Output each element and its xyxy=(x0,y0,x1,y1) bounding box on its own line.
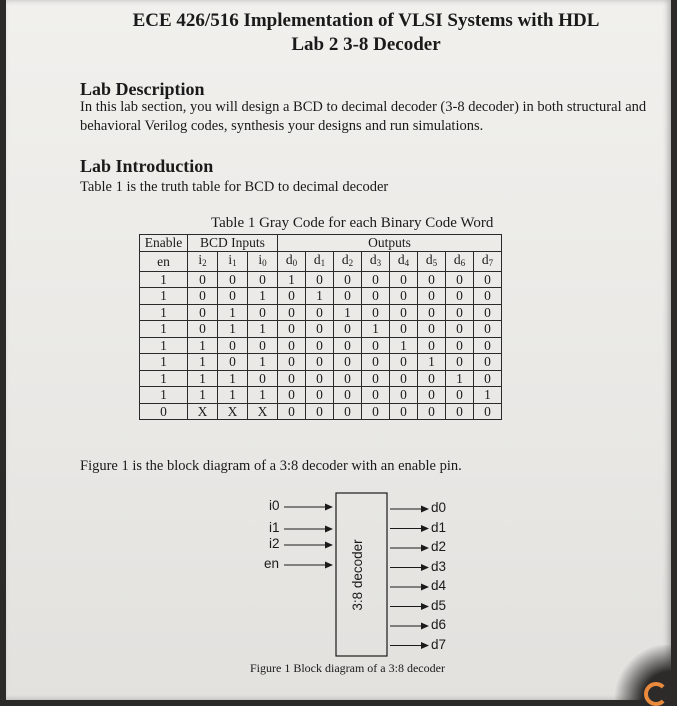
table-cell: 0 xyxy=(306,370,334,387)
table-cell: 0 xyxy=(218,288,248,305)
table-cell: 1 xyxy=(188,370,218,387)
table-cell: 0 xyxy=(418,370,446,387)
table-cell: 0 xyxy=(474,354,502,371)
table-cell: 0 xyxy=(362,387,390,404)
table-cell: 1 xyxy=(188,337,218,354)
table-cell: 1 xyxy=(362,321,390,338)
table-cell: 0 xyxy=(278,337,306,354)
table-cell: 0 xyxy=(362,370,390,387)
table-cell: 0 xyxy=(418,337,446,354)
lab-introduction-text: Table 1 is the truth table for BCD to decimal decoder xyxy=(80,179,389,195)
decoder-block-label: 3:8 decoder xyxy=(350,539,365,611)
table-cell: 1 xyxy=(140,304,188,321)
table-cell: 0 xyxy=(418,403,446,420)
table-cell: 0 xyxy=(474,271,502,288)
document-subtitle: Lab 2 3-8 Decoder xyxy=(291,34,441,55)
column-header-d0: $d_0$ xyxy=(278,251,306,271)
table-cell: 0 xyxy=(362,288,390,305)
table-cell: 0 xyxy=(390,321,418,338)
table-cell: 0 xyxy=(446,387,474,404)
table-cell: 1 xyxy=(418,354,446,371)
output-label-d0: d0 xyxy=(431,500,447,515)
table-cell: 0 xyxy=(334,370,362,387)
output-label-d1: d1 xyxy=(431,519,447,535)
column-header-d1: $d_1$ xyxy=(306,251,334,271)
table-cell: 1 xyxy=(140,321,188,338)
table-cell: 1 xyxy=(390,337,418,354)
table-cell: 1 xyxy=(188,354,218,371)
decoder-block-diagram xyxy=(6,0,671,700)
table-cell: 0 xyxy=(306,403,334,420)
table-cell: 0 xyxy=(306,321,334,338)
column-header-en: en xyxy=(140,251,188,271)
table-cell: 0 xyxy=(188,288,218,305)
table-cell: 0 xyxy=(334,288,362,305)
table-cell: 0 xyxy=(474,403,502,420)
input-label-i2: i2 xyxy=(269,536,280,551)
table-cell: 1 xyxy=(446,370,474,387)
table-cell: 0 xyxy=(306,387,334,404)
column-header-d6: $d_6$ xyxy=(446,251,474,271)
table-cell: 0 xyxy=(334,337,362,354)
output-label-d7: d7 xyxy=(431,636,447,652)
table-cell: 0 xyxy=(446,321,474,338)
table-cell: 1 xyxy=(140,387,188,404)
table-cell: 0 xyxy=(188,304,218,321)
table-cell: X xyxy=(248,403,278,420)
table-cell: 1 xyxy=(218,370,248,387)
column-header-d5: $d_5$ xyxy=(418,251,446,271)
table-cell: 0 xyxy=(248,337,278,354)
table-cell: 0 xyxy=(278,304,306,321)
table-cell: 0 xyxy=(278,321,306,338)
table-cell: 0 xyxy=(446,288,474,305)
table-cell: 0 xyxy=(334,321,362,338)
lab-introduction-heading: Lab Introduction xyxy=(80,156,214,176)
input-label-i1: i1 xyxy=(269,520,280,535)
input-label-en: en xyxy=(264,556,280,571)
table-cell: 0 xyxy=(418,387,446,404)
figure-caption: Figure 1 Block diagram of a 3:8 decoder xyxy=(250,661,445,675)
table-cell: 1 xyxy=(278,271,306,288)
table-cell: 0 xyxy=(278,387,306,404)
output-label-d5: d5 xyxy=(431,597,447,613)
table-cell: 0 xyxy=(218,354,248,371)
table-cell: 1 xyxy=(140,337,188,354)
table-cell: 0 xyxy=(218,271,248,288)
table-cell: 0 xyxy=(446,403,474,420)
table-cell: 0 xyxy=(248,370,278,387)
table-cell: 1 xyxy=(334,304,362,321)
output-label-d2: d2 xyxy=(431,539,447,554)
table-cell: 0 xyxy=(188,271,218,288)
table-cell: 0 xyxy=(218,337,248,354)
lab-description-text: In this lab section, you will design a BCD to decimal decoder (3-8 decoder) in both structural and behavioral Verilog codes, synthesis your designs and run simulations. xyxy=(80,99,647,134)
table-cell: 0 xyxy=(362,304,390,321)
table-cell: 0 xyxy=(446,354,474,371)
table-cell: 0 xyxy=(248,271,278,288)
table-cell: 0 xyxy=(418,271,446,288)
table-cell: 0 xyxy=(278,288,306,305)
table-cell: X xyxy=(188,403,218,420)
table-cell: 0 xyxy=(390,370,418,387)
enable-group-header: Enable xyxy=(140,235,188,252)
table-cell: 0 xyxy=(362,271,390,288)
table-cell: 1 xyxy=(474,387,502,404)
output-label-d3: d3 xyxy=(431,558,447,574)
table-cell: 0 xyxy=(334,387,362,404)
table-cell: 0 xyxy=(306,337,334,354)
scroll-icon[interactable] xyxy=(644,682,668,706)
column-header-d3: $d_3$ xyxy=(362,251,390,271)
table-cell: 0 xyxy=(306,354,334,371)
column-header-d4: $d_4$ xyxy=(390,251,418,271)
table-cell: 0 xyxy=(390,403,418,420)
document-title: ECE 426/516 Implementation of VLSI Systems with HDL xyxy=(132,10,600,31)
table-cell: 1 xyxy=(248,387,278,404)
table-cell: 0 xyxy=(418,304,446,321)
column-header-i1: $i_1$ xyxy=(218,251,248,271)
table-cell: 0 xyxy=(446,304,474,321)
table-cell: 1 xyxy=(140,288,188,305)
figure-intro-text: Figure 1 is the block diagram of a 3:8 decoder with an enable pin. xyxy=(80,458,462,474)
table-cell: 0 xyxy=(390,271,418,288)
table-cell: 1 xyxy=(248,321,278,338)
table-cell: 1 xyxy=(140,354,188,371)
table-cell: 1 xyxy=(218,387,248,404)
table-cell: 0 xyxy=(390,304,418,321)
table-cell: 0 xyxy=(474,321,502,338)
table-cell: 0 xyxy=(306,304,334,321)
table-cell: 0 xyxy=(306,271,334,288)
table-cell: 1 xyxy=(306,288,334,305)
table-cell: 0 xyxy=(474,337,502,354)
table-cell: 1 xyxy=(188,387,218,404)
table-cell: 0 xyxy=(278,403,306,420)
table-cell: 1 xyxy=(218,304,248,321)
table-cell: X xyxy=(218,403,248,420)
table-cell: 0 xyxy=(474,304,502,321)
table-cell: 0 xyxy=(278,354,306,371)
table-cell: 0 xyxy=(390,354,418,371)
table-cell: 0 xyxy=(334,403,362,420)
column-header-d7: $d_7$ xyxy=(474,251,502,271)
column-header-i0: $i_0$ xyxy=(248,251,278,271)
table-cell: 0 xyxy=(418,321,446,338)
output-label-d6: d6 xyxy=(431,617,447,632)
table-cell: 0 xyxy=(248,304,278,321)
table-cell: 0 xyxy=(446,337,474,354)
table-cell: 0 xyxy=(418,288,446,305)
table-cell: 0 xyxy=(446,271,474,288)
table-cell: 0 xyxy=(474,288,502,305)
table-cell: 0 xyxy=(188,321,218,338)
input-label-i0: i0 xyxy=(269,498,280,513)
outputs-group-header: Outputs xyxy=(278,235,502,252)
table-cell: 0 xyxy=(390,387,418,404)
table-cell: 0 xyxy=(278,370,306,387)
table-cell: 1 xyxy=(248,288,278,305)
table-cell: 1 xyxy=(248,354,278,371)
table-cell: 1 xyxy=(140,370,188,387)
table-cell: 0 xyxy=(334,271,362,288)
output-label-d4: d4 xyxy=(431,578,447,593)
table-cell: 1 xyxy=(218,321,248,338)
document-page xyxy=(6,0,671,700)
lab-description-heading: Lab Description xyxy=(80,79,205,99)
column-header-i2: $i_2$ xyxy=(188,251,218,271)
table-caption: Table 1 Gray Code for each Binary Code Word xyxy=(211,215,494,231)
column-header-d2: $d_2$ xyxy=(334,251,362,271)
table-cell: 0 xyxy=(362,337,390,354)
table-cell: 0 xyxy=(390,288,418,305)
table-cell: 1 xyxy=(140,271,188,288)
inputs-group-header: BCD Inputs xyxy=(188,235,278,252)
table-cell: 0 xyxy=(362,403,390,420)
table-cell: 0 xyxy=(140,403,188,420)
table-cell: 0 xyxy=(334,354,362,371)
table-cell: 0 xyxy=(362,354,390,371)
table-cell: 0 xyxy=(474,370,502,387)
